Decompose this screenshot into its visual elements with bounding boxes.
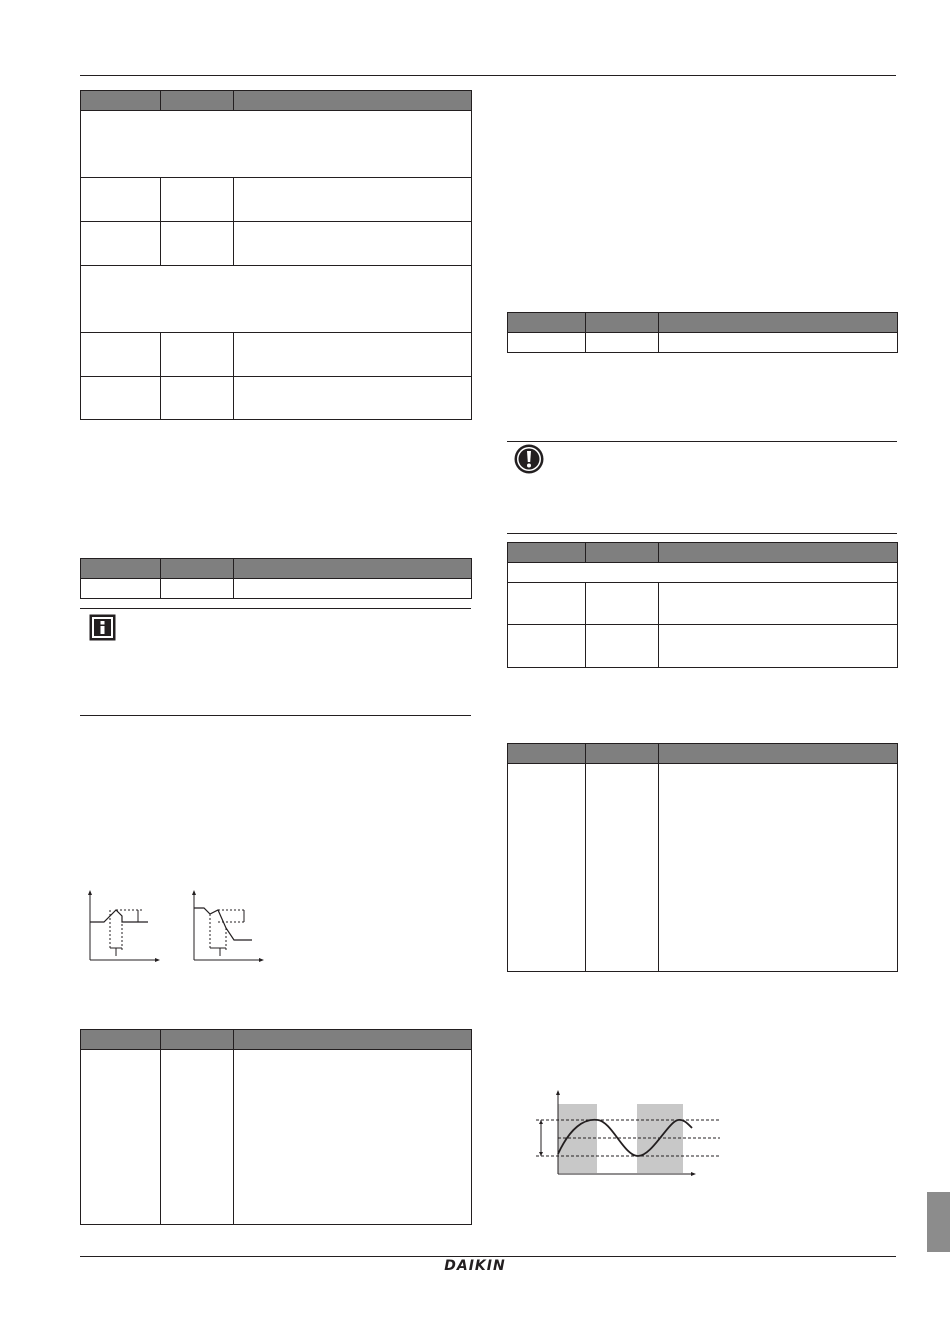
table-header-row [81, 1030, 472, 1050]
warning-top-rule [507, 441, 897, 442]
table-section-row [81, 266, 472, 333]
settings-table-1 [80, 90, 472, 420]
table-section-row [508, 563, 898, 583]
table-row [81, 579, 472, 599]
table-row [508, 764, 898, 972]
footer-rule [80, 1256, 896, 1257]
settings-table-5 [507, 542, 898, 668]
table-row [81, 333, 472, 377]
settings-table-6 [507, 743, 898, 972]
table-row [508, 333, 898, 353]
table-row [81, 222, 472, 266]
table-row [508, 625, 898, 668]
oscillation-graph [530, 1088, 730, 1184]
settings-table-3 [80, 1029, 472, 1225]
temperature-graph-right [186, 888, 266, 964]
table-header-row [508, 313, 898, 333]
warning-bottom-rule [507, 533, 897, 534]
table-section-row [81, 111, 472, 178]
table-header-row [508, 543, 898, 563]
exclamation-icon [514, 444, 544, 474]
table-header-row [81, 559, 472, 579]
table-row [81, 377, 472, 420]
table-header-row [508, 744, 898, 764]
header-rule [80, 75, 896, 76]
note-top-rule [80, 608, 471, 609]
note-bottom-rule [80, 715, 471, 716]
settings-table-2 [80, 558, 472, 599]
table-row [81, 178, 472, 222]
daikin-logo: DAIKIN [444, 1258, 506, 1274]
settings-table-4 [507, 312, 898, 353]
info-icon [89, 614, 116, 641]
temperature-graph-left [82, 888, 162, 964]
side-tab [927, 1192, 950, 1252]
table-header-row [81, 91, 472, 111]
table-row [508, 583, 898, 625]
table-row [81, 1050, 472, 1225]
